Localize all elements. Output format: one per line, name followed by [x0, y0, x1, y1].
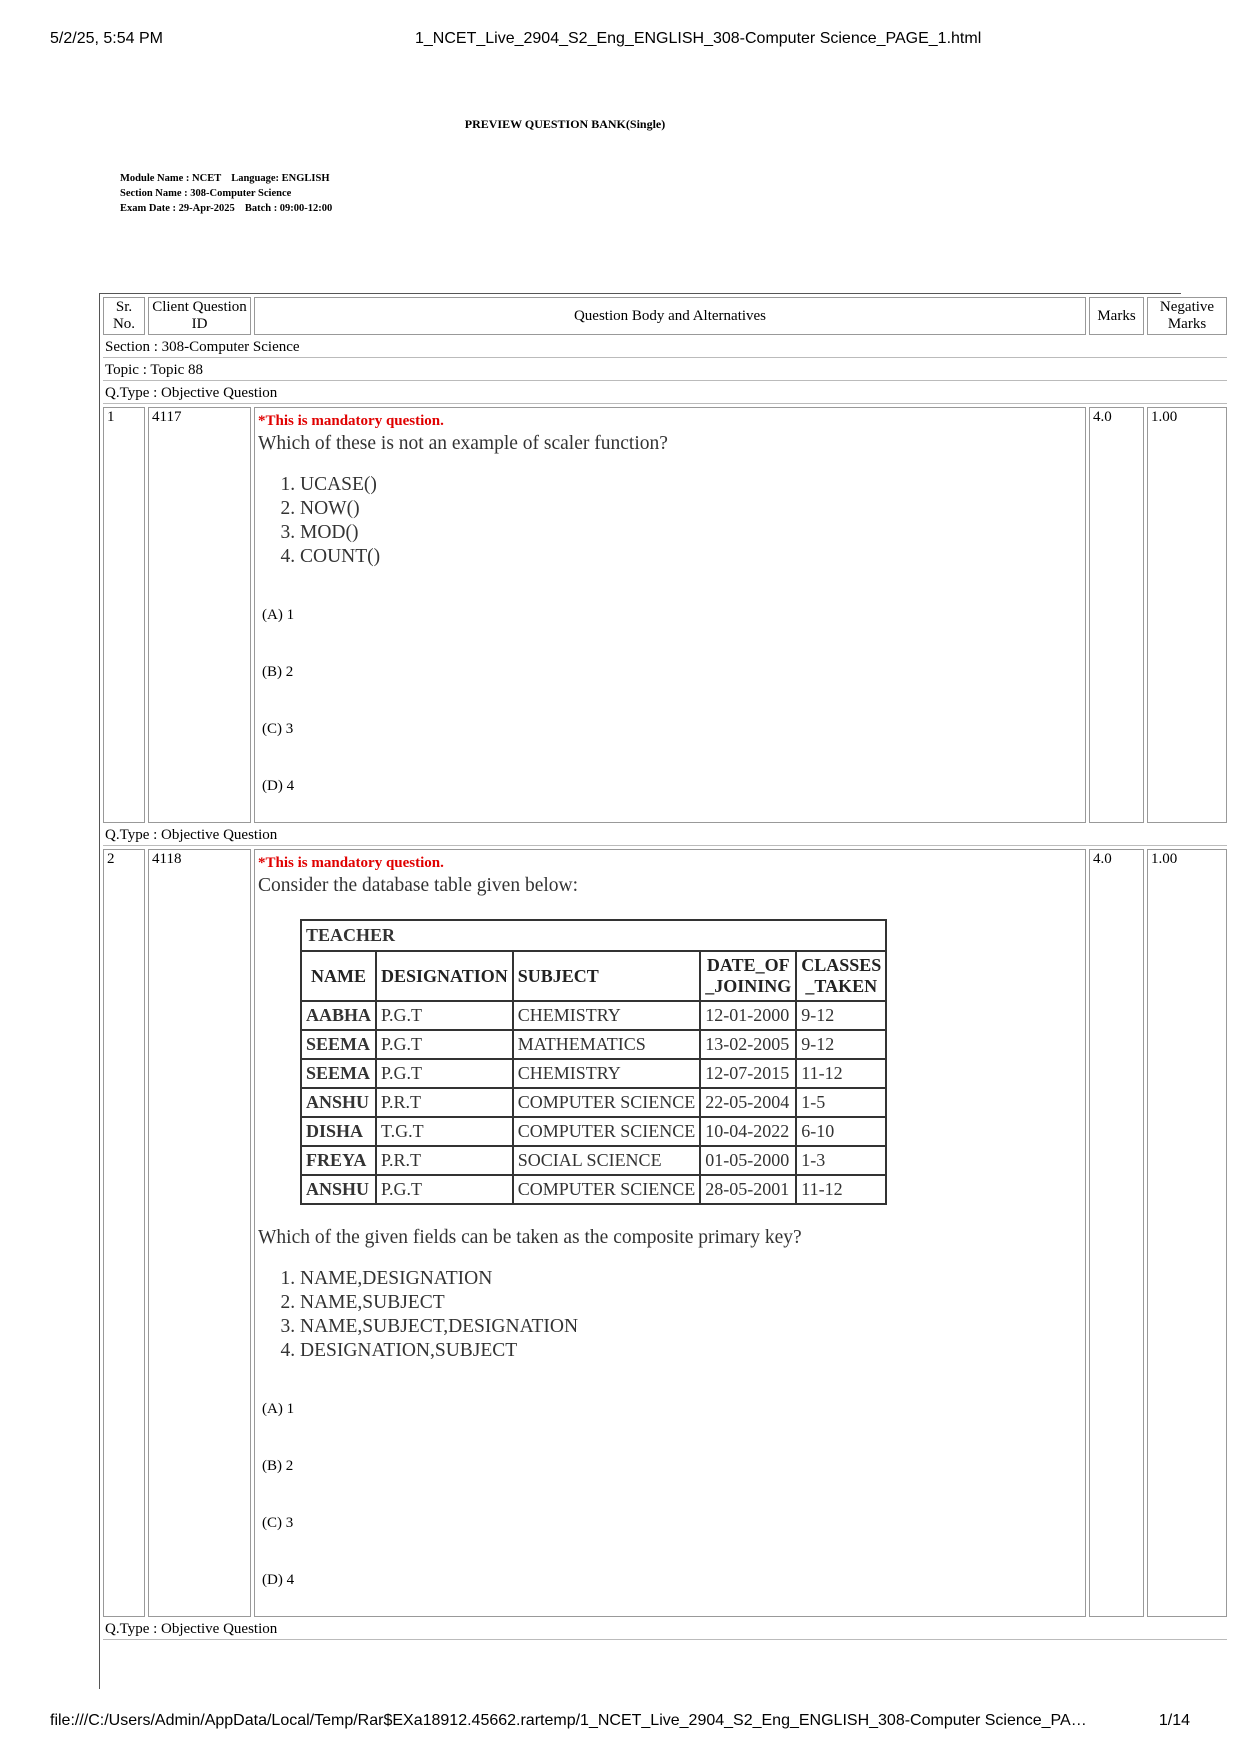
teacher-col-header: SUBJECT [513, 951, 701, 1001]
teacher-cell: 9-12 [796, 1001, 886, 1030]
teacher-cell: 1-3 [796, 1146, 886, 1175]
alternative-d: (D) 4 [262, 778, 295, 794]
option-item: 2. NAME,SUBJECT [300, 1291, 1082, 1315]
question-bank-table [100, 294, 1230, 1643]
teacher-col-header: CLASSES _TAKEN [796, 951, 886, 1001]
bank-title: PREVIEW QUESTION BANK(Single) [464, 117, 666, 131]
question-client-id: 4118 [148, 849, 251, 1617]
teacher-cell: 10-04-2022 [700, 1117, 796, 1146]
question-row [103, 407, 1227, 823]
teacher-cell: P.G.T [376, 1030, 513, 1059]
question-negative-marks: 1.00 [1147, 849, 1227, 1617]
teacher-cell: 12-01-2000 [700, 1001, 796, 1030]
teacher-cell: 9-12 [796, 1030, 886, 1059]
option-item: 2. NOW() [300, 497, 1082, 521]
question-row [103, 849, 1227, 1617]
print-file-url: file:///C:/Users/Admin/AppData/Local/Temp/Rar$EXa18912.45662.rartemp/1_NCET_Live_2904_S2_Eng_ENGLISH_308-Computer Science_PA… [50, 1712, 1087, 1729]
teacher-col-header: NAME [301, 951, 376, 1001]
teacher-row [301, 1030, 886, 1059]
module-name: Module Name : NCET [120, 173, 222, 184]
teacher-cell: 6-10 [796, 1117, 886, 1146]
teacher-cell: CHEMISTRY [513, 1059, 701, 1088]
table-header-row [103, 297, 1227, 335]
teacher-cell: COMPUTER SCIENCE [513, 1175, 701, 1204]
question-sr-no: 1 [103, 407, 145, 823]
teacher-cell: SOCIAL SCIENCE [513, 1146, 701, 1175]
teacher-cell: SEEMA [301, 1059, 376, 1088]
teacher-cell: COMPUTER SCIENCE [513, 1088, 701, 1117]
teacher-cell: P.G.T [376, 1001, 513, 1030]
alternative-b: (B) 2 [262, 664, 294, 680]
teacher-cell: MATHEMATICS [513, 1030, 701, 1059]
header-negative-marks: Negative Marks [1147, 297, 1227, 335]
section-name: Section Name : 308-Computer Science [120, 188, 292, 199]
exam-date: Exam Date : 29-Apr-2025 [120, 203, 235, 214]
teacher-cell: 1-5 [796, 1088, 886, 1117]
teacher-col-header: DESIGNATION [376, 951, 513, 1001]
print-page-number: 1/14 [1158, 1712, 1190, 1729]
teacher-cell: ANSHU [301, 1175, 376, 1204]
question-sr-no: 2 [103, 849, 145, 1617]
teacher-cell: DISHA [301, 1117, 376, 1146]
question-client-id: 4117 [148, 407, 251, 823]
teacher-cell: 13-02-2005 [700, 1030, 796, 1059]
qtype-row: Q.Type : Objective Question [103, 826, 1227, 846]
header-question-body: Question Body and Alternatives [254, 297, 1086, 335]
teacher-cell: COMPUTER SCIENCE [513, 1117, 701, 1146]
teacher-row [301, 1088, 886, 1117]
teacher-row [301, 1146, 886, 1175]
section-row: Section : 308-Computer Science [103, 338, 1227, 358]
option-item: 3. NAME,SUBJECT,DESIGNATION [300, 1315, 1082, 1339]
teacher-row [301, 1001, 886, 1030]
teacher-cell: 28-05-2001 [700, 1175, 796, 1204]
topic-row: Topic : Topic 88 [103, 361, 1227, 381]
teacher-cell: P.G.T [376, 1175, 513, 1204]
question-body [254, 849, 1086, 1617]
teacher-cell: 22-05-2004 [700, 1088, 796, 1117]
teacher-cell: FREYA [301, 1146, 376, 1175]
teacher-table-caption: TEACHER [301, 920, 886, 951]
print-header [50, 30, 1190, 54]
teacher-cell: AABHA [301, 1001, 376, 1030]
question-marks: 4.0 [1089, 849, 1144, 1617]
alternative-a: (A) 1 [262, 607, 295, 623]
alternative-c: (C) 3 [262, 1515, 294, 1531]
alternative-a: (A) 1 [262, 1401, 295, 1417]
teacher-row [301, 1175, 886, 1204]
teacher-table [300, 919, 887, 1205]
batch: Batch : 09:00-12:00 [244, 203, 333, 214]
header-client-question-id: Client Question ID [148, 297, 251, 335]
teacher-cell: P.G.T [376, 1059, 513, 1088]
teacher-cell: 12-07-2015 [700, 1059, 796, 1088]
teacher-row [301, 1059, 886, 1088]
language: Language: ENGLISH [231, 173, 330, 184]
teacher-cell: P.R.T [376, 1146, 513, 1175]
option-item: 1. NAME,DESIGNATION [300, 1267, 1082, 1291]
teacher-row [301, 1117, 886, 1146]
option-item: 3. MOD() [300, 521, 1082, 545]
teacher-cell: T.G.T [376, 1117, 513, 1146]
mandatory-note: *This is mandatory question. [258, 855, 444, 871]
qtype-row: Q.Type : Objective Question [103, 384, 1227, 404]
header-marks: Marks [1089, 297, 1144, 335]
question-marks: 4.0 [1089, 407, 1144, 823]
mandatory-note: *This is mandatory question. [258, 413, 444, 429]
alternative-b: (B) 2 [262, 1458, 294, 1474]
teacher-cell: P.R.T [376, 1088, 513, 1117]
option-item: 4. DESIGNATION,SUBJECT [300, 1339, 1082, 1363]
question-text: Consider the database table given below: [258, 875, 579, 896]
print-page-title: 1_NCET_Live_2904_S2_Eng_ENGLISH_308-Computer Science_PAGE_1.html [415, 30, 982, 47]
teacher-cell: 11-12 [796, 1059, 886, 1088]
question-text: Which of the given fields can be taken as the composite primary key? [258, 1227, 802, 1248]
question-body [254, 407, 1086, 823]
question-bank-table-wrapper [99, 293, 1215, 1689]
option-item: 4. COUNT() [300, 545, 1082, 569]
alternative-c: (C) 3 [262, 721, 294, 737]
teacher-cell: ANSHU [301, 1088, 376, 1117]
question-text: Which of these is not an example of scaler function? [258, 433, 668, 454]
teacher-cell: 11-12 [796, 1175, 886, 1204]
question-options-list [258, 473, 1082, 569]
teacher-cell: CHEMISTRY [513, 1001, 701, 1030]
print-datetime: 5/2/25, 5:54 PM [50, 30, 163, 47]
print-footer [50, 1712, 1190, 1736]
teacher-cell: 01-05-2000 [700, 1146, 796, 1175]
alternative-d: (D) 4 [262, 1572, 295, 1588]
qtype-row: Q.Type : Objective Question [103, 1620, 1227, 1640]
header-sr-no: Sr. No. [103, 297, 145, 335]
question-negative-marks: 1.00 [1147, 407, 1227, 823]
teacher-cell: SEEMA [301, 1030, 376, 1059]
question-options-list [258, 1267, 1082, 1363]
exam-meta [120, 171, 332, 216]
option-item: 1. UCASE() [300, 473, 1082, 497]
teacher-col-header: DATE_OF _JOINING [700, 951, 796, 1001]
